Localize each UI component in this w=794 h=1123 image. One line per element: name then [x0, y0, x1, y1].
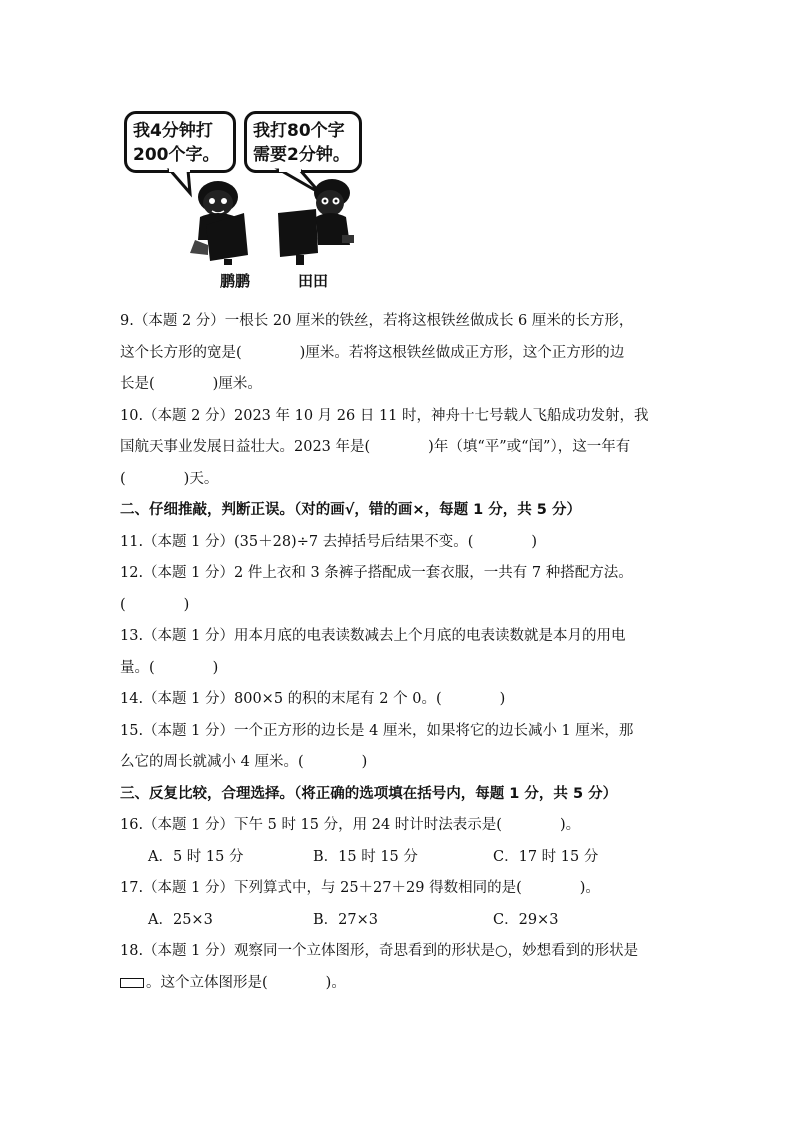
q15-line-2: 么它的周长就减小 4 厘米。( ): [120, 754, 368, 770]
section-3-heading: 三、反复比较，合理选择。（将正确的选项填在括号内，每题 1 分，共 5 分）: [120, 785, 618, 802]
q13-line-1: 13.（本题 1 分）用本月底的电表读数减去上个月底的电表读数就是本月的用电: [120, 628, 626, 644]
q15-line-1: 15.（本题 1 分）一个正方形的边长是 4 厘米，如果将它的边长减小 1 厘米，那: [120, 722, 634, 739]
kids-at-computers-drawing: [120, 105, 370, 295]
q18-line-1: 18.（本题 1 分）观察同一个立体图形，奇思看到的形状是○，妙想看到的形状是: [120, 943, 639, 959]
q12-line-1: 12.（本题 1 分）2 件上衣和 3 条裤子搭配成一套衣服，一共有 7 种搭配方法。: [120, 565, 633, 581]
q9-line-1: 9.（本题 2 分）一根长 20 厘米的铁丝，若将这根铁丝做成长 6 厘米的长方形，: [120, 313, 634, 329]
q10-line-1: 10.（本题 2 分）2023 年 10 月 26 日 11 时，神舟十七号载人飞船成功发射，我: [120, 407, 649, 424]
q9-line-2: 这个长方形的宽是( )厘米。若将这根铁丝做成正方形，这个正方形的边: [120, 344, 625, 361]
girl-figure: [314, 179, 354, 245]
q14: 14.（本题 1 分）800×5 的积的末尾有 2 个 0。( ): [120, 691, 506, 707]
question-list: [120, 306, 680, 999]
computer-right: [278, 209, 318, 265]
q16-options: [120, 842, 680, 874]
rectangle-shape-icon: [120, 978, 144, 988]
bubble-right-tail: [280, 170, 320, 193]
q17-option-c: C．29×3: [493, 911, 559, 928]
section-2-heading: 二、仔细推敲，判断正误。（对的画√，错的画×，每题 1 分，共 5 分）: [120, 502, 581, 518]
tail-join-left: [169, 167, 190, 172]
q16-stem: 16.（本题 1 分）下午 5 时 15 分，用 24 时计时法表示是( )。: [120, 817, 581, 833]
bubble-right-line-1: 我打80个字: [253, 121, 345, 141]
q17-option-b: B．27×3: [313, 911, 378, 928]
q17-stem: 17.（本题 1 分）下列算式中，与 25＋27＋29 得数相同的是( )。: [120, 880, 600, 896]
q17-option-a: A．25×3: [148, 911, 213, 928]
q16-option-a: A．5 时 15 分: [148, 848, 244, 865]
bubble-left-line-1: 我4分钟打: [133, 121, 213, 141]
bubble-right-line-2: 需要2分钟。: [253, 145, 350, 165]
q9-line-3: 长是( )厘米。: [120, 376, 262, 392]
bubble-left-tail: [170, 170, 190, 193]
q16-option-c: C．17 时 15 分: [493, 848, 599, 865]
q12-line-2: ( ): [120, 596, 190, 613]
name-pengpeng: 鹏鹏: [220, 272, 251, 290]
tail-join-right: [279, 167, 301, 172]
bubble-left-line-2: 200个字。: [133, 145, 220, 165]
q18-line-2: 。这个立体图形是( )。: [146, 974, 346, 991]
q11: 11.（本题 1 分）(35＋28)÷7 去掉括号后结果不变。( ): [120, 533, 538, 550]
q10-line-3: ( )天。: [120, 470, 219, 487]
typing-illustration: [120, 105, 370, 295]
name-tiantian: 田田: [298, 272, 329, 290]
q18-line-2-wrapper: [120, 968, 680, 1000]
q10-line-2: 国航天事业发展日益壮大。2023 年是( )年（填“平”或“闰”），这一年有: [120, 439, 631, 455]
q13-line-2: 量。( ): [120, 659, 219, 676]
q17-options: [120, 905, 680, 937]
q16-option-b: B．15 时 15 分: [313, 848, 418, 865]
